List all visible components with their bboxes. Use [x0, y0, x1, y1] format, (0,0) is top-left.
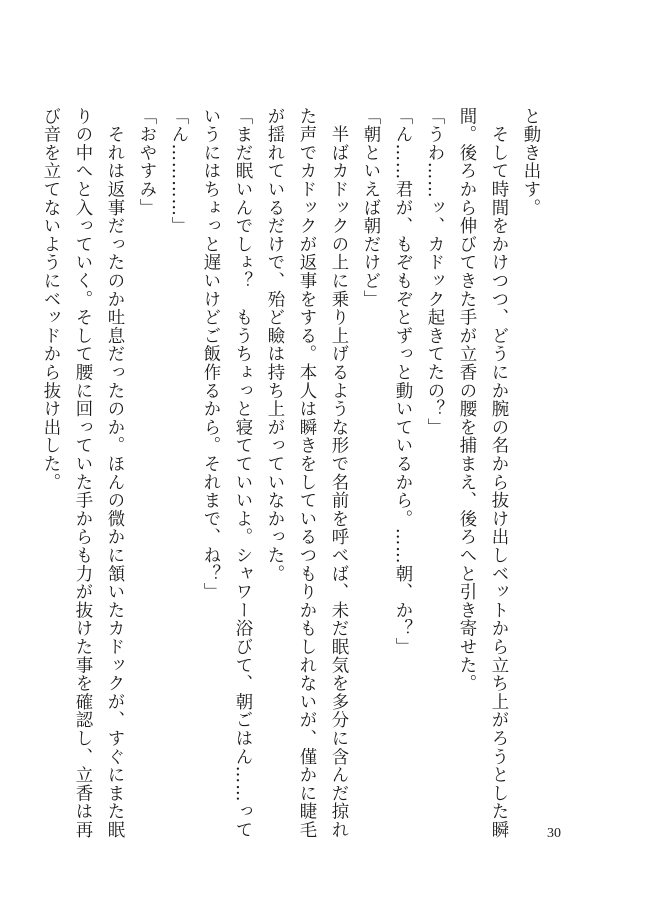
text-line: 「まだ眠いんでしょ？ もうちょっと寝てていいよ。シャワー浴びて、朝ごはん……って [232, 107, 252, 839]
text-line: と動き出す。 [520, 107, 540, 217]
novel-body-text [40, 107, 546, 839]
text-line: それは返事だったのか吐息だったのか。ほんの微かに頷いたカドックが、すぐにまた眠 [104, 107, 124, 839]
text-line: いうにはちょっと遅いけどご飯作るから。それまで、ね？」 [200, 107, 220, 602]
text-line: 「おやすみ」 [136, 107, 156, 217]
text-line: 「うわ……ッ、カドック起きてたの？」 [424, 107, 444, 437]
text-line: が揺れているだけで、殆ど瞼は持ち上がっていなかった。 [264, 107, 284, 583]
text-line: りの中へと入っていく。そして腰に回っていた手からも力が抜けた事を確認し、立香は再 [72, 107, 92, 839]
text-line: そして時間をかけつつ、どうにか腕の名から抜け出しベットから立ち上がろうとした瞬 [488, 107, 508, 839]
text-line: た声でカドックが返事をする。本人は瞬きをしているつもりかもしれないが、僅かに睫毛 [296, 107, 316, 839]
text-line: 「ん…………」 [168, 107, 188, 236]
text-line: 「朝といえば朝だけど」 [360, 107, 380, 309]
text-line: 半ばカドックの上に乗り上げるような形で名前を呼べば、未だ眠気を多分に含んだ掠れ [328, 107, 348, 839]
text-line: 「ん……君が、もぞもぞとずっと動いているから。……朝、か？」 [392, 107, 412, 656]
page-number: 30 [547, 826, 561, 841]
text-line: び音を立てないようにベッドから抜け出した。 [40, 107, 60, 492]
text-line: 間。後ろから伸びてきた手が立香の腰を捕まえ、後ろへと引き寄せた。 [456, 107, 476, 693]
